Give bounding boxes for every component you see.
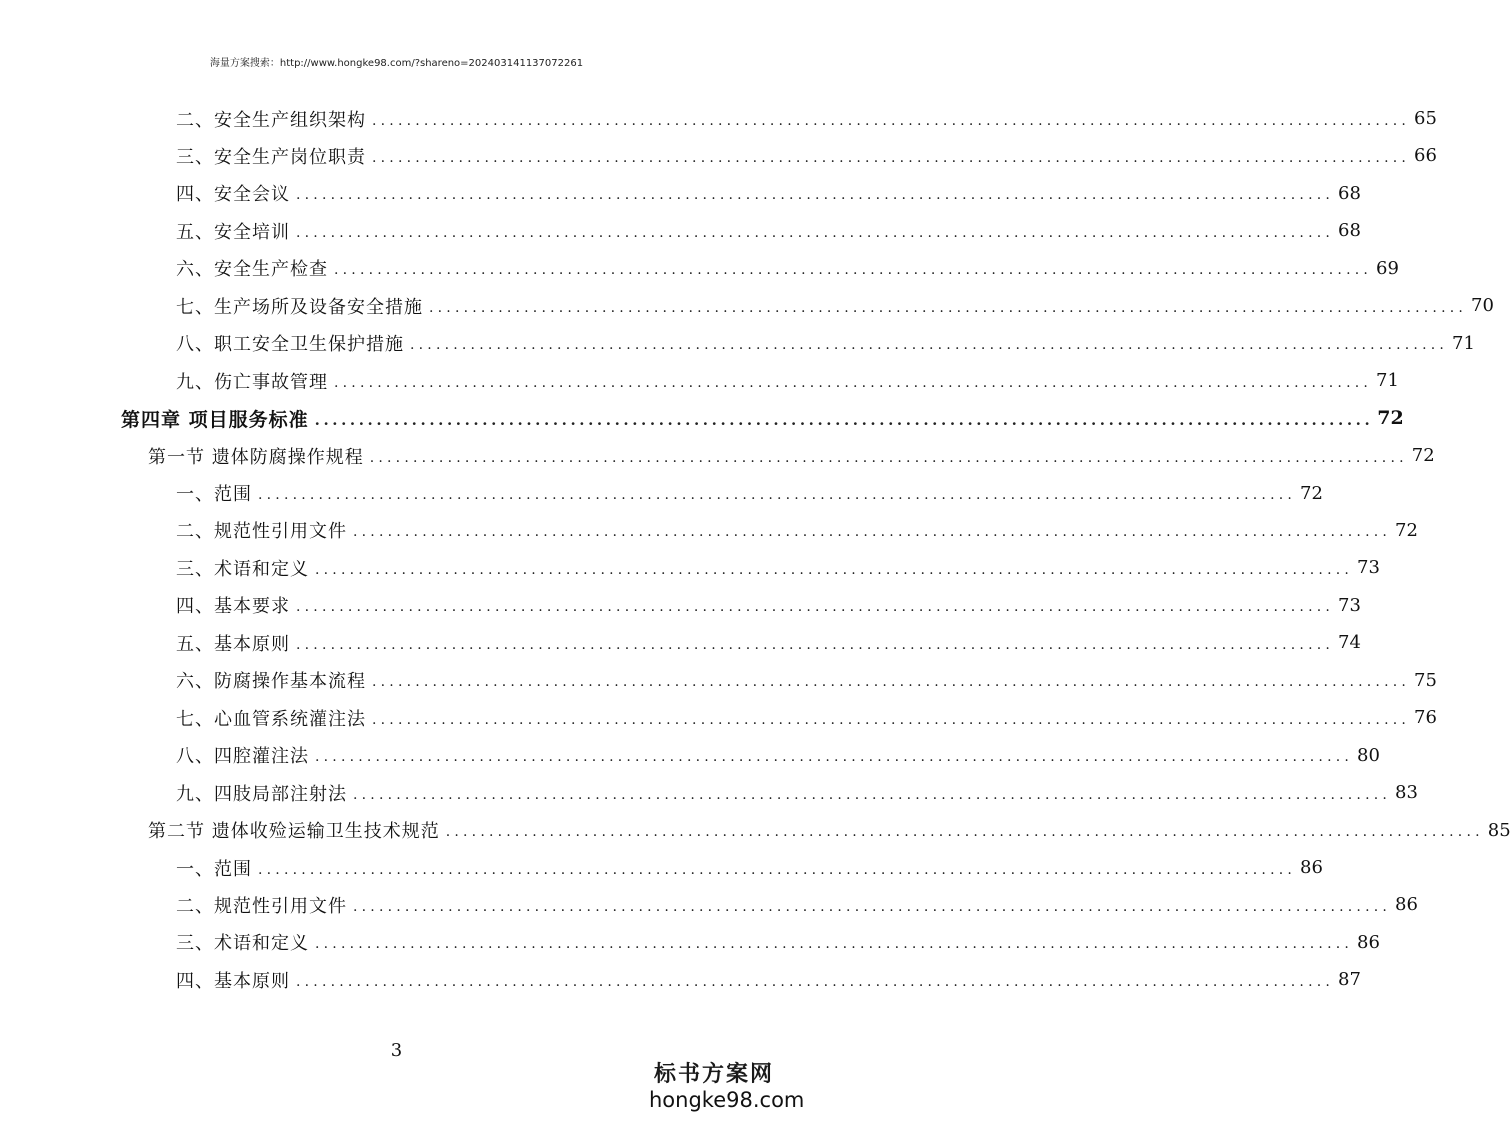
toc-entry-title: 第四章 项目服务标准 xyxy=(121,408,309,431)
toc-dot-leader: ........................................................................................................................ xyxy=(429,299,1468,316)
toc-entry-page: 73 xyxy=(1357,557,1380,579)
toc-entry-title: 八、四腔灌注法 xyxy=(176,746,309,768)
toc-dot-leader: ........................................................................................................................ xyxy=(314,411,1374,430)
toc-entry-title: 四、基本原则 xyxy=(176,970,290,992)
toc-entry[interactable] xyxy=(176,624,1361,661)
toc-dot-leader: ........................................................................................................................ xyxy=(372,112,1411,129)
toc-entry[interactable] xyxy=(176,587,1361,624)
toc-entry[interactable] xyxy=(176,287,1494,324)
toc-entry-page: 71 xyxy=(1376,370,1399,392)
toc-entry[interactable] xyxy=(148,812,1511,849)
toc-entry-page: 66 xyxy=(1414,145,1437,167)
toc-entry[interactable] xyxy=(148,437,1435,474)
toc-entry-title: 五、安全培训 xyxy=(176,221,290,243)
toc-entry-page: 86 xyxy=(1300,857,1323,878)
toc-dot-leader: ........................................................................................................................ xyxy=(372,711,1411,728)
watermark-en-text: hongke98.com xyxy=(649,1088,805,1112)
toc-entry-page: 75 xyxy=(1414,669,1437,691)
toc-dot-leader: ........................................................................................................................ xyxy=(315,749,1354,766)
toc-dot-leader: ........................................................................................................................ xyxy=(296,973,1335,990)
toc-dot-leader: ........................................................................................................................ xyxy=(353,524,1392,541)
toc-dot-leader: ........................................................................................................................ xyxy=(296,599,1335,616)
toc-dot-leader: ........................................................................................................................ xyxy=(372,149,1411,166)
toc-entry-page: 70 xyxy=(1471,295,1494,317)
toc-entry[interactable] xyxy=(176,662,1437,699)
toc-entry-title: 八、职工安全卫生保护措施 xyxy=(176,334,404,356)
toc-entry-page: 69 xyxy=(1376,257,1399,279)
toc-entry-title: 三、安全生产岗位职责 xyxy=(176,146,366,168)
toc-dot-leader: ........................................................................................................................ xyxy=(369,449,1408,466)
toc-entry[interactable] xyxy=(176,512,1418,549)
toc-entry-page: 83 xyxy=(1395,782,1418,804)
toc-entry-page: 71 xyxy=(1452,332,1475,354)
toc-dot-leader: ........................................................................................................................ xyxy=(258,861,1297,878)
toc-dot-leader: ........................................................................................................................ xyxy=(445,824,1484,841)
toc-entry-page: 72 xyxy=(1395,519,1418,541)
toc-entry-title: 二、规范性引用文件 xyxy=(176,895,347,917)
toc-entry-title: 二、安全生产组织架构 xyxy=(176,109,366,131)
toc-entry-page: 74 xyxy=(1338,632,1361,654)
toc-entry-title: 第一节 遗体防腐操作规程 xyxy=(148,446,364,468)
toc-entry[interactable] xyxy=(176,175,1361,212)
toc-dot-leader: ........................................................................................................................ xyxy=(334,374,1373,391)
toc-entry-title: 一、范围 xyxy=(176,858,252,880)
toc-entry-title: 六、防腐操作基本流程 xyxy=(176,671,366,693)
toc-entry[interactable] xyxy=(176,325,1475,362)
toc-entry[interactable] xyxy=(176,774,1418,811)
toc-entry[interactable] xyxy=(176,137,1437,174)
toc-entry-title: 七、心血管系统灌注法 xyxy=(176,708,366,730)
toc-entry[interactable] xyxy=(176,549,1380,586)
toc-entry[interactable] xyxy=(176,886,1418,923)
toc-entry[interactable] xyxy=(176,924,1380,961)
toc-entry-title: 四、安全会议 xyxy=(176,184,290,206)
toc-entry[interactable] xyxy=(176,699,1437,736)
page-number: 3 xyxy=(390,1040,403,1061)
toc-entry-page: 86 xyxy=(1357,931,1380,953)
toc-entry-title: 第二节 遗体收殓运输卫生技术规范 xyxy=(148,821,440,843)
toc-dot-leader: ........................................................................................................................ xyxy=(315,561,1354,578)
toc-entry-page: 65 xyxy=(1414,108,1437,129)
toc-entry-title: 二、规范性引用文件 xyxy=(176,521,347,543)
page-header-url: 海量方案搜索：http://www.hongke98.com/?shareno=20240314113707226​1 xyxy=(209,58,584,69)
toc-entry-title: 五、基本原则 xyxy=(176,633,290,655)
toc-entry-title: 六、安全生产检查 xyxy=(176,259,328,281)
toc-entry[interactable] xyxy=(176,737,1380,774)
toc-dot-leader: ........................................................................................................................ xyxy=(353,786,1392,803)
toc-entry-page: 87 xyxy=(1338,969,1361,991)
toc-entry-page: 80 xyxy=(1357,744,1380,766)
toc-entry-page: 73 xyxy=(1338,594,1361,616)
toc-dot-leader: ........................................................................................................................ xyxy=(353,898,1392,915)
watermark-logo xyxy=(649,1057,805,1112)
toc-dot-leader: ........................................................................................................................ xyxy=(315,936,1354,953)
toc-entry-page: 68 xyxy=(1338,220,1361,242)
toc-dot-leader: ........................................................................................................................ xyxy=(296,224,1335,241)
toc-entry-page: 72 xyxy=(1377,407,1404,430)
toc-entry[interactable] xyxy=(176,100,1437,137)
toc-entry-title: 三、术语和定义 xyxy=(176,933,309,955)
toc-entry-page: 85 xyxy=(1487,819,1511,841)
toc-entry-title: 七、生产场所及设备安全措施 xyxy=(176,296,423,318)
toc-dot-leader: ........................................................................................................................ xyxy=(410,337,1449,354)
toc-entry[interactable] xyxy=(121,400,1404,437)
toc-dot-leader: ........................................................................................................................ xyxy=(258,487,1297,503)
toc-entry-page: 72 xyxy=(1411,445,1435,467)
toc-dot-leader: ........................................................................................................................ xyxy=(334,262,1373,279)
toc-dot-leader: ........................................................................................................................ xyxy=(372,674,1411,691)
toc-entry-page: 86 xyxy=(1395,894,1418,916)
toc-entry-title: 一、范围 xyxy=(176,484,252,505)
toc-entry-page: 68 xyxy=(1338,182,1361,204)
toc-entry[interactable] xyxy=(176,849,1323,886)
toc-entry[interactable] xyxy=(176,961,1361,998)
toc-entry-title: 九、伤亡事故管理 xyxy=(176,371,328,393)
toc-dot-leader: ........................................................................................................................ xyxy=(296,187,1335,204)
toc-entry-title: 三、术语和定义 xyxy=(176,558,309,580)
toc-entry-title: 九、四肢局部注射法 xyxy=(176,783,347,805)
toc-dot-leader: ........................................................................................................................ xyxy=(296,636,1335,653)
watermark-cn-text: 标书方案网 xyxy=(653,1061,774,1087)
toc-entry-page: 72 xyxy=(1300,482,1323,504)
toc-entry[interactable] xyxy=(176,250,1399,287)
toc-entry[interactable] xyxy=(176,475,1323,512)
toc-entry-title: 四、基本要求 xyxy=(176,596,290,618)
toc-entry-page: 76 xyxy=(1414,707,1437,729)
toc-entry[interactable] xyxy=(176,362,1399,399)
toc-entry[interactable] xyxy=(176,212,1361,249)
